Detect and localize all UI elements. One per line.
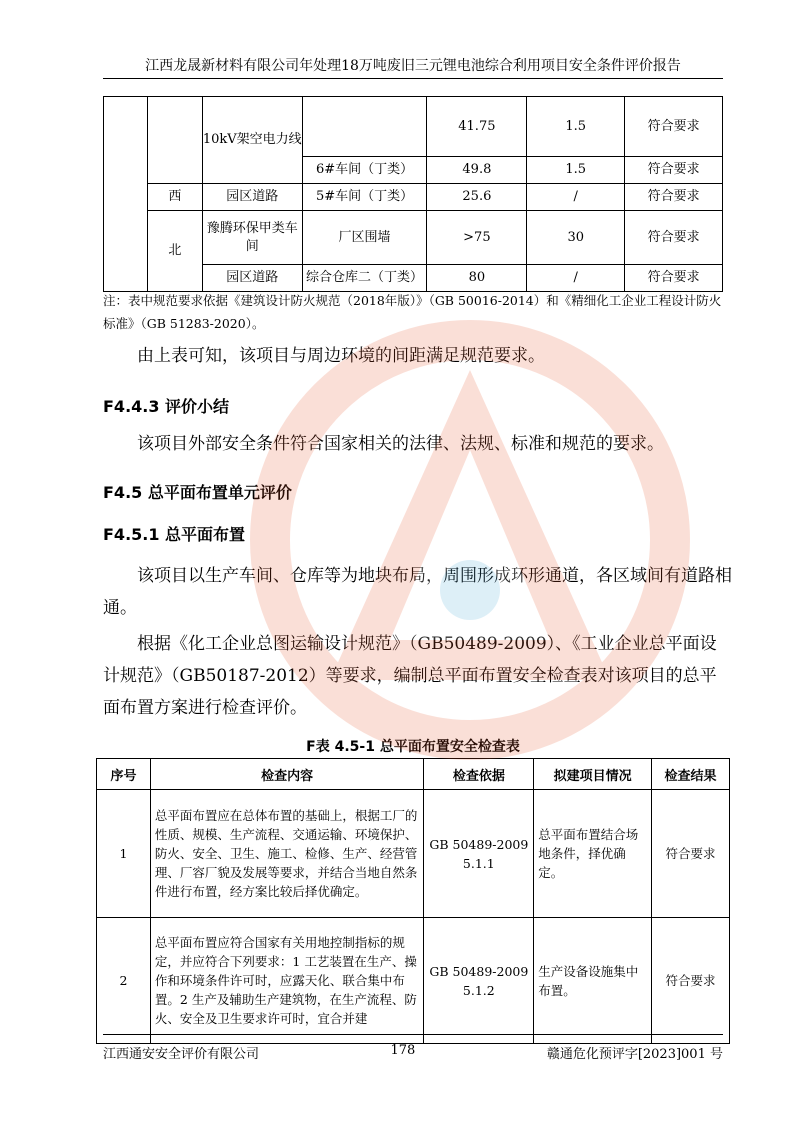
- section-heading: F4.5.1 总平面布置: [103, 525, 246, 544]
- paragraph: 根据《化工企业总图运输设计规范》（GB50489-2009）、《工业企业总平面设计规范》（GB50187-2012）等要求，编制总平面布置安全检查表对该项目的总平面布置方案进行检查评价。: [103, 634, 717, 718]
- table-row: 园区道路 综合仓库二（丁类） 80 / 符合要求: [104, 265, 723, 292]
- table-header-row: 序号 检查内容 检查依据 拟建项目情况 检查结果: [97, 759, 730, 790]
- table-row: 北 豫腾环保甲类车间 厂区围墙 >75 30 符合要求: [104, 211, 723, 265]
- table-row: 2 总平面布置应符合国家有关用地控制指标的规定，并应符合下列要求：1 工艺装置在生产、操作和环境条件许可时，应露天化、联合集中布置。2 生产及辅助生产建筑物，在生产流程、防火、安全及卫生要求许可时，宜合并建 GB 50489-2009 5.1.2 生产设备设施集中布置。 符合要求: [97, 918, 730, 1044]
- table-caption: F表 4.5-1 总平面布置安全检查表: [306, 739, 520, 755]
- table-row: 西 园区道路 5#车间（丁类） 25.6 / 符合要求: [104, 184, 723, 211]
- table-note: 注：表中规范要求依据《建筑设计防火规范（2018年版）》（GB 50016-2014）和《精细化工企业工程设计防火标准》（GB 51283-2020）。: [103, 293, 722, 331]
- page-number: 178: [390, 1043, 416, 1058]
- table-row: 1 总平面布置应在总体布置的基础上，根据工厂的性质、规模、生产流程、交通运输、环境保护、防火、安全、卫生、施工、检修、生产、经营管理、厂容厂貌及发展等要求，并结合当地自然条件进行布置，经方案比较后择优确定。 GB 50489-2009 5.1.1 总平面布置结合场地条件，择优确定。 符合要求: [97, 790, 730, 918]
- table-row: 10kV架空电力线 41.75 1.5 符合要求: [104, 97, 723, 157]
- layout-check-table: [96, 758, 730, 1044]
- footer-company: 江西通安安全评价有限公司: [103, 1047, 260, 1062]
- paragraph: 该项目以生产车间、仓库等为地块布局，周围形成环形通道，各区域间有道路相通。: [103, 566, 732, 618]
- paragraph: 该项目外部安全条件符合国家相关的法律、法规、标准和规范的要求。: [137, 434, 664, 454]
- distance-table: [103, 96, 723, 292]
- section-heading: F4.5 总平面布置单元评价: [103, 483, 292, 502]
- section-heading: F4.4.3 评价小结: [103, 397, 230, 416]
- page-footer: [103, 1034, 723, 1062]
- road-cell: 10kV架空电力线: [202, 97, 302, 184]
- page-header: 江西龙晟新材料有限公司年处理18万吨废旧三元锂电池综合利用项目安全条件评价报告: [103, 56, 723, 79]
- table-row: 6#车间（丁类） 49.8 1.5 符合要求: [104, 157, 723, 184]
- document-number: 赣通危化预评字[2023]001 号: [546, 1047, 723, 1062]
- paragraph: 由上表可知，该项目与周边环境的间距满足规范要求。: [137, 346, 545, 366]
